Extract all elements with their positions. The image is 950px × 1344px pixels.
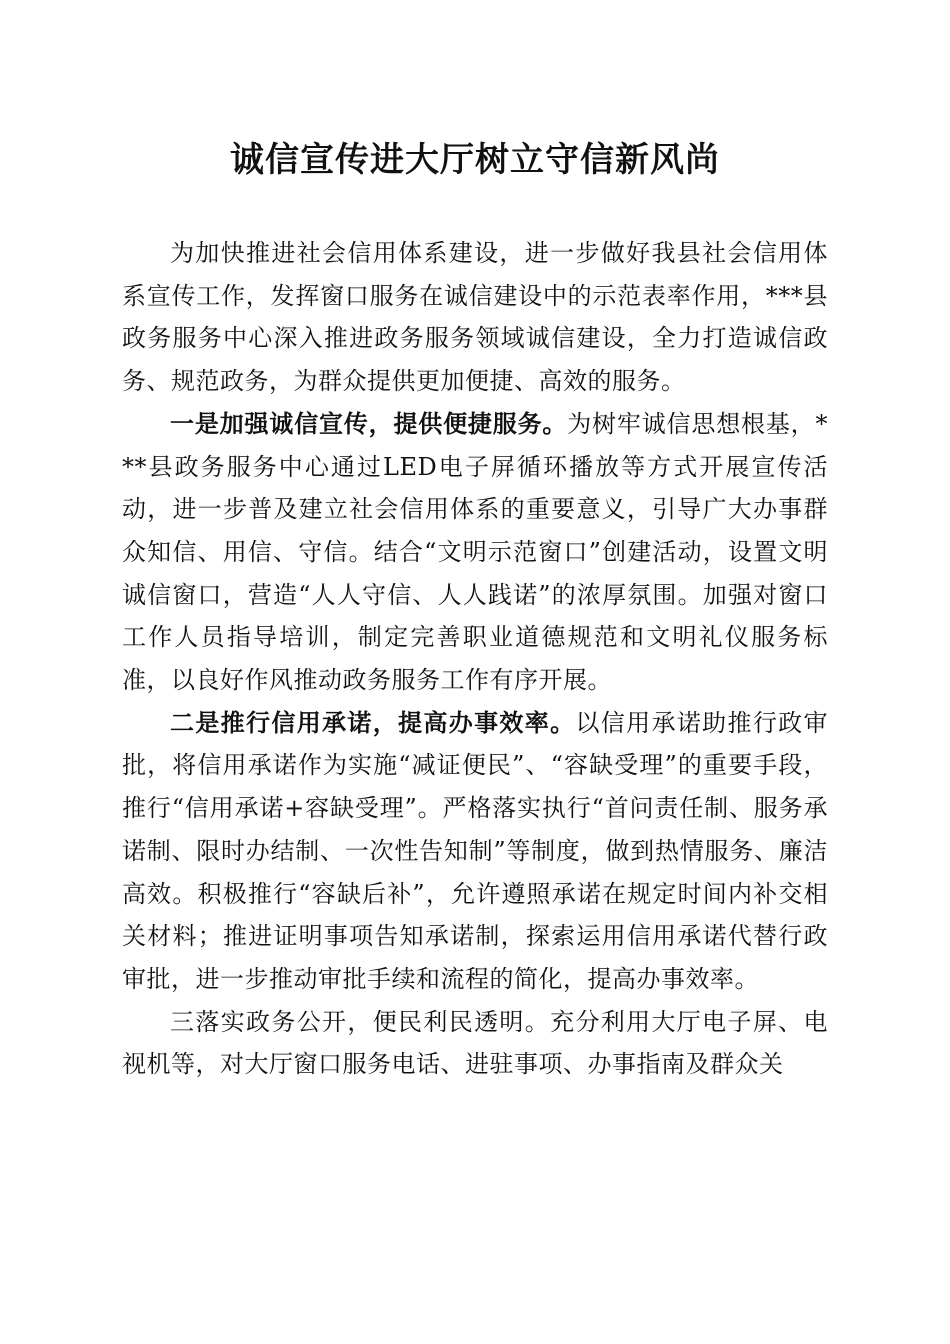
paragraph-text: 三落实政务公开，便民利民透明。充分利用大厅电子屏、电视机等，对大厅窗口服务电话、进驻事项、办事指南及群众关 bbox=[122, 1007, 828, 1079]
paragraph-section-two bbox=[122, 702, 828, 1001]
paragraph-text: 以信用承诺助推行政审批，将信用承诺作为实施“减证便民”、“容缺受理”的重要手段，推行“信用承诺+容缺受理”。严格落实执行“首问责任制、服务承诺制、限时办结制、一次性告知制”等制度，做到热情服务、廉洁高效。积极推行“容缺后补”，允许遵照承诺在规定时间内补交相关材料；推进证明事项告知承诺制，探索运用信用承诺代替行政审批，进一步推动审批手续和流程的简化，提高办事效率。 bbox=[122, 708, 829, 993]
paragraph-intro bbox=[122, 232, 828, 403]
paragraph-text: 为树牢诚信思想根基，***县政务服务中心通过LED电子屏循环播放等方式开展宣传活动，进一步普及建立社会信用体系的重要意义，引导广大办事群众知信、用信、守信。结合“文明示范窗口”创建活动，设置文明诚信窗口，营造“人人守信、人人践诺”的浓厚氛围。加强对窗口工作人员指导培训，制定完善职业道德规范和文明礼仪服务标准，以良好作风推动政务服务工作有序开展。 bbox=[122, 409, 829, 695]
paragraph-section-one bbox=[122, 403, 828, 702]
document-body bbox=[122, 232, 828, 1086]
paragraph-section-three bbox=[122, 1001, 828, 1086]
paragraph-lead: 一是加强诚信宣传，提供便捷服务。 bbox=[170, 409, 568, 438]
paragraph-text: 为加快推进社会信用体系建设，进一步做好我县社会信用体系宣传工作，发挥窗口服务在诚信建设中的示范表率作用，***县政务服务中心深入推进政务服务领域诚信建设，全力打造诚信政务、规范政务，为群众提供更加便捷、高效的服务。 bbox=[122, 239, 828, 396]
document-title: 诚信宣传进大厅树立守信新风尚 bbox=[230, 140, 720, 180]
paragraph-lead: 二是推行信用承诺，提高办事效率。 bbox=[170, 708, 576, 737]
